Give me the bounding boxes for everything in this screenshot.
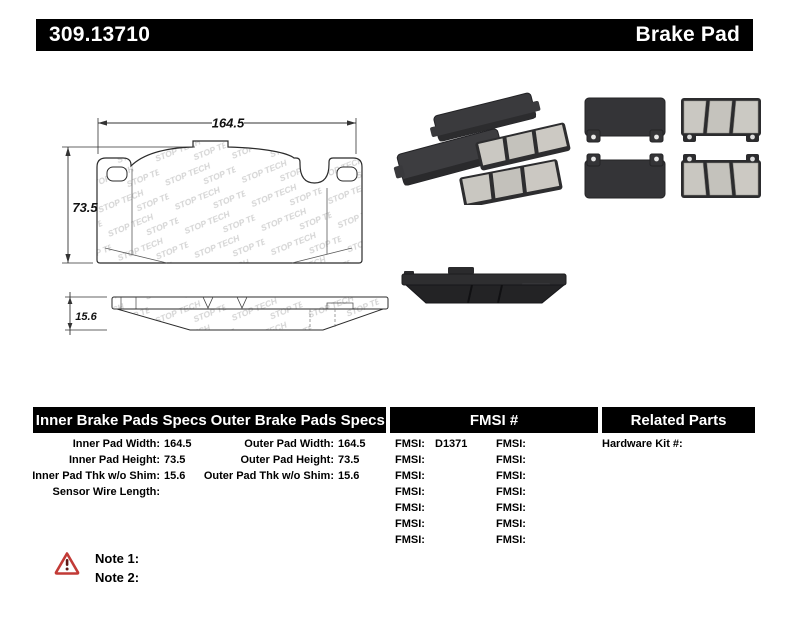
spec-row <box>28 468 192 484</box>
fmsi-row <box>395 500 467 516</box>
related-parts-title: Related Parts <box>630 411 727 429</box>
fmsi-label: FMSI: <box>496 454 526 466</box>
spec-label: Inner Pad Thk w/o Shim: <box>32 470 160 482</box>
fmsi-row <box>496 500 536 516</box>
fmsi-title: FMSI # <box>469 411 519 429</box>
note-row <box>95 568 144 587</box>
fmsi-header-bar <box>390 407 598 433</box>
pad-back-bottom <box>585 154 665 198</box>
notes-block <box>95 549 144 587</box>
spec-label: Inner Pad Height: <box>68 454 160 466</box>
friction-material <box>117 309 383 330</box>
spec-row <box>202 436 366 452</box>
spec-label: Sensor Wire Length: <box>52 486 160 498</box>
fmsi-label: FMSI: <box>496 486 526 498</box>
right-ear-hole <box>337 167 357 181</box>
fmsi-label: FMSI: <box>496 470 526 482</box>
fmsi-left-column <box>395 436 467 548</box>
spec-label: Outer Pad Height: <box>240 454 334 466</box>
thickness-dimension-label: 15.6 <box>75 311 97 323</box>
dim-arrow <box>347 120 356 125</box>
pads-specs-header-bar <box>33 407 386 433</box>
fmsi-label: FMSI: <box>395 486 425 498</box>
dim-arrow <box>65 254 70 263</box>
fmsi-row <box>496 436 536 452</box>
fmsi-row <box>395 452 467 468</box>
outer-specs-table <box>202 436 366 484</box>
warning-icon <box>54 551 80 575</box>
fmsi-row <box>395 532 467 548</box>
height-dimension-label: 73.5 <box>72 200 98 215</box>
fmsi-label: FMSI: <box>395 438 425 450</box>
fmsi-right-column <box>496 436 536 548</box>
spec-label: Outer Pad Thk w/o Shim: <box>203 470 334 482</box>
spec-value: 164.5 <box>164 438 192 450</box>
fmsi-label: FMSI: <box>395 454 425 466</box>
spec-value: 73.5 <box>338 454 360 466</box>
product-type: Brake Pad <box>635 23 740 46</box>
note-row <box>95 549 144 568</box>
note-label: Note 1: <box>95 551 140 566</box>
width-dimension-label: 164.5 <box>211 115 245 131</box>
fmsi-row <box>496 452 536 468</box>
spec-label: Outer Pad Width: <box>244 438 334 450</box>
pad-back-top <box>585 98 665 142</box>
fmsi-label: FMSI: <box>496 502 526 514</box>
spec-value: 15.6 <box>338 470 360 482</box>
dim-arrow <box>98 120 107 125</box>
spec-value: 15.6 <box>164 470 186 482</box>
fmsi-row <box>395 468 467 484</box>
fmsi-row <box>395 436 467 452</box>
fmsi-label: FMSI: <box>395 502 425 514</box>
spec-row <box>202 452 366 468</box>
inner-specs-title: Inner Brake Pads Specs <box>35 411 207 429</box>
inner-specs-table <box>28 436 192 500</box>
related-parts-table <box>602 436 687 452</box>
fmsi-label: FMSI: <box>395 518 425 530</box>
fmsi-row <box>496 516 536 532</box>
front-view-technical-drawing <box>55 108 385 273</box>
related-label: Hardware Kit #: <box>602 438 683 450</box>
fmsi-value: D1371 <box>435 438 468 450</box>
photo-pads-grid <box>577 88 769 210</box>
note-label: Note 2: <box>95 570 140 585</box>
part-number: 309.13710 <box>49 23 151 46</box>
dim-arrow <box>68 323 73 330</box>
fmsi-label: FMSI: <box>395 534 425 546</box>
fmsi-row <box>395 484 467 500</box>
spec-label: Inner Pad Width: <box>72 438 160 450</box>
spec-row <box>202 468 366 484</box>
spec-row <box>28 436 192 452</box>
fmsi-label: FMSI: <box>395 470 425 482</box>
side-view-technical-drawing <box>55 270 400 340</box>
outer-specs-title: Outer Brake Pads Specs <box>210 411 385 429</box>
pad-outline <box>97 141 362 263</box>
fmsi-label: FMSI: <box>496 518 526 530</box>
fmsi-row <box>496 468 536 484</box>
spec-row <box>28 484 192 500</box>
fmsi-label: FMSI: <box>496 534 526 546</box>
spec-row <box>28 452 192 468</box>
left-ear-hole <box>107 167 127 181</box>
fmsi-row <box>496 532 536 548</box>
fmsi-row <box>496 484 536 500</box>
header-bar <box>36 19 753 51</box>
spec-value: 73.5 <box>164 454 186 466</box>
fmsi-row <box>395 516 467 532</box>
dim-arrow <box>65 147 70 156</box>
photo-pad-edge <box>396 258 574 316</box>
pad-friction-bottom <box>681 154 761 198</box>
photo-pads-angled <box>393 92 573 205</box>
pad-friction-top <box>681 98 761 142</box>
related-parts-header-bar <box>602 407 755 433</box>
spec-value: 164.5 <box>338 438 366 450</box>
related-row <box>602 436 687 452</box>
fmsi-label: FMSI: <box>496 438 526 450</box>
dim-arrow <box>68 297 73 304</box>
